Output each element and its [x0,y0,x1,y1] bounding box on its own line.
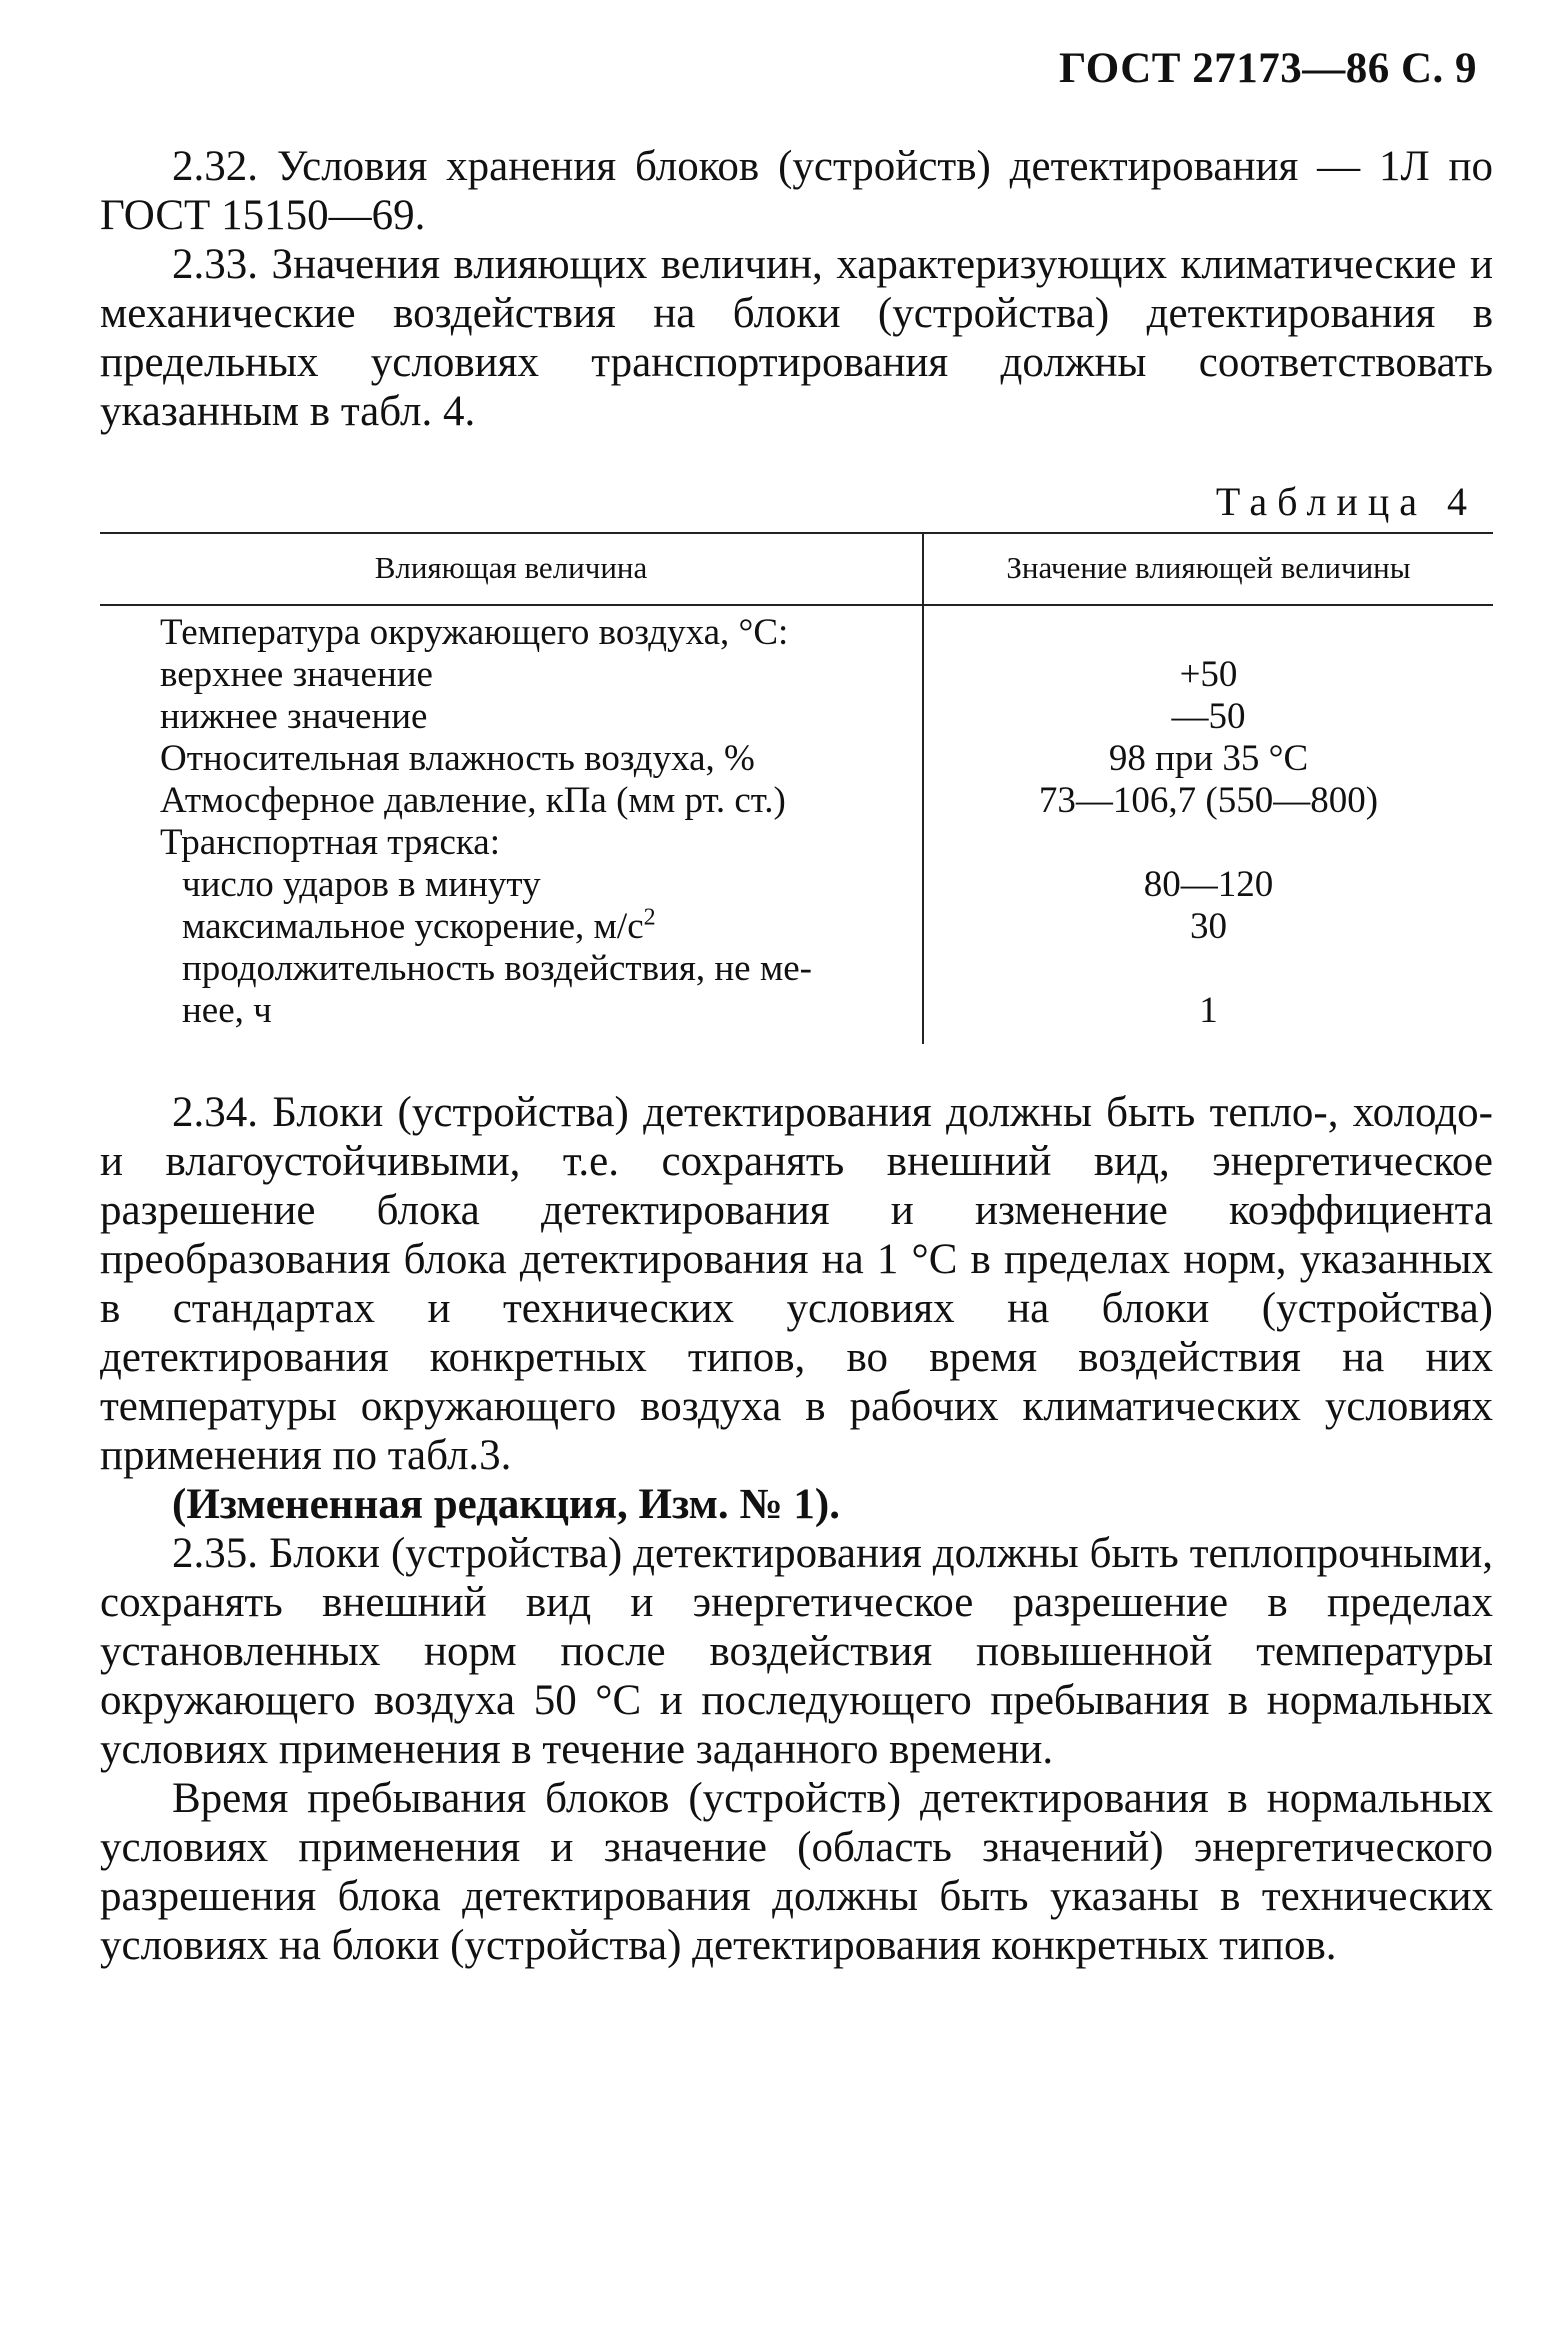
table-row [100,822,1493,864]
table-top-rule [100,532,1493,534]
row-label: Транспортная тряска: [160,822,500,863]
paragraph-2-34: 2.34. Блоки (устройства) детектирования должны быть тепло-, холодо- и влагоустойчивыми, т.е. сохранять внешний вид, энергетическое разрешение блока детектирования и изменение коэффициента преобразования блока детектирования на 1 °С в пределах норм, указанных в стандартах и технических условиях на блоки (устройства) детектирования конкретных типов, во время воздействия на них температуры окружающего воздуха в рабочих климатических условиях применения по табл.3. [100,1089,1493,1479]
amendment-note: (Измененная редакция, Изм. № 1). [172,1481,840,1528]
row-value: 98 при 35 °С [1108,738,1309,779]
row-value: +50 [1179,654,1238,695]
table-caption: Таблица 4 [1215,479,1477,524]
row-label: максимальное ускорение, м/с [182,906,644,947]
table-header-col1: Влияющая величина [374,550,648,585]
table-4 [100,532,1493,1044]
row-label: Атмосферное давление, кПа (мм рт. ст.) [160,780,786,821]
paragraph-residence-time: Время пребывания блоков (устройств) детектирования в нормальных условиях применения и значение (область значений) энергетического разрешения блока детектирования должны быть указаны в технических условиях на блоки (устройства) детектирования конкретных типов. [100,1775,1493,1969]
top-text-block [100,142,1493,436]
paragraph-2-32: 2.32. Условия хранения блоков (устройств) детектирования — 1Л по ГОСТ 15150—69. [100,143,1493,239]
table-body [100,612,1493,1032]
table-row [100,948,1493,990]
exponent: 2 [643,904,656,931]
row-label: нее, ч [182,990,272,1031]
row-value: —50 [1171,696,1246,737]
table-header-col2: Значение влияющей величины [1006,550,1411,585]
row-label: продолжительность воздействия, не ме- [182,948,812,989]
page-header: ГОСТ 27173—86 С. 9 [1058,45,1477,92]
row-label: верхнее значение [160,654,433,695]
row-value: 30 [1190,906,1227,947]
table-row [100,906,1493,948]
row-value: 80—120 [1143,864,1274,905]
table-row [100,654,1493,696]
table-row [100,612,1493,654]
row-value: 73—106,7 (550—800) [1038,780,1379,821]
table-row [100,990,1493,1032]
table-row [100,864,1493,906]
row-label-wrap [182,906,656,948]
table-row [100,780,1493,822]
row-label: Относительная влажность воздуха, % [160,738,755,779]
table-row [100,738,1493,780]
paragraph-2-33: 2.33. Значения влияющих величин, характеризующих климатические и механические воздействия на блоки (устройства) детектирования в предельных условиях транспортирования должны соответствовать указанным в табл. 4. [100,241,1493,435]
bottom-text-block [100,1088,1493,1970]
row-label: нижнее значение [160,696,428,737]
row-label: Температура окружающего воздуха, °С: [160,612,789,653]
table-header-rule [100,604,1493,606]
row-label: число ударов в минуту [182,864,541,905]
row-value: 1 [1199,990,1218,1031]
table-row [100,696,1493,738]
paragraph-2-35: 2.35. Блоки (устройства) детектирования должны быть теплопрочными, сохранять внешний вид и энергетическое разрешение в пределах установленных норм после воздействия повышенной температуры окружающего воздуха 50 °С и последующего пребывания в нормальных условиях применения в течение заданного времени. [100,1530,1493,1773]
